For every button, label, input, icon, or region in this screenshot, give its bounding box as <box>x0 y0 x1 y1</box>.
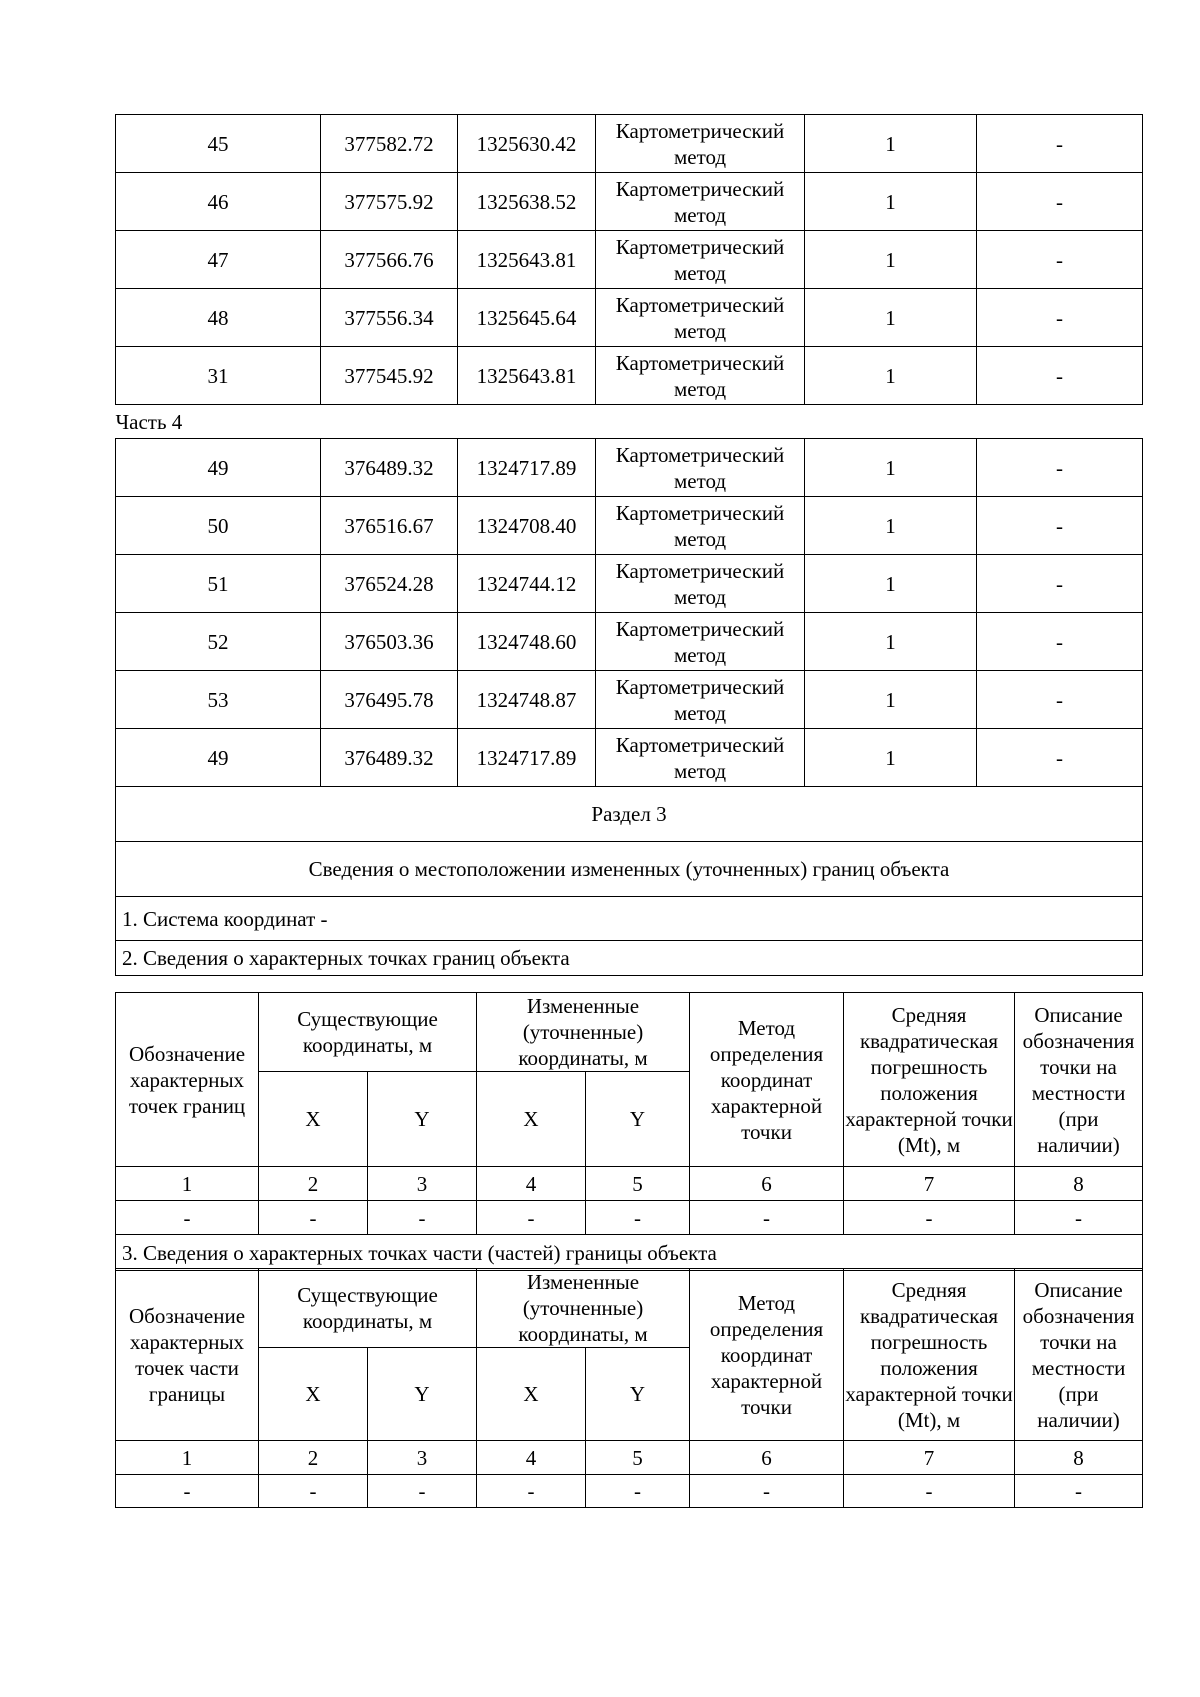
coord-y: 1324708.40 <box>458 497 596 555</box>
empty-cell: - <box>259 1201 368 1235</box>
description: - <box>977 613 1143 671</box>
coord-y: 1325643.81 <box>458 347 596 405</box>
column-number: 2 <box>259 1441 368 1475</box>
t3-header-method: Метод определения координат характерной точки <box>690 1269 844 1441</box>
table-row <box>116 613 1143 671</box>
t2-header-method: Метод определения координат характерной точки <box>690 993 844 1167</box>
method: Картометрический метод <box>596 497 805 555</box>
coord-y: 1325645.64 <box>458 289 596 347</box>
point-number: 49 <box>116 439 321 497</box>
part-points-table <box>115 1268 1143 1508</box>
accuracy: 1 <box>805 439 977 497</box>
point-number: 45 <box>116 115 321 173</box>
empty-cell: - <box>116 1475 259 1508</box>
column-number: 6 <box>690 1167 844 1201</box>
empty-cell: - <box>477 1201 586 1235</box>
description: - <box>977 671 1143 729</box>
t3-header-changed: Измененные (уточненные) координаты, м <box>477 1269 690 1348</box>
column-number: 5 <box>586 1167 690 1201</box>
column-number: 6 <box>690 1441 844 1475</box>
description: - <box>977 439 1143 497</box>
empty-cell: - <box>1015 1201 1143 1235</box>
description: - <box>977 347 1143 405</box>
point-number: 48 <box>116 289 321 347</box>
table-row <box>116 1441 1143 1475</box>
method: Картометрический метод <box>596 347 805 405</box>
empty-cell: - <box>368 1201 477 1235</box>
t3-existing-y: Y <box>368 1348 477 1441</box>
coord-x: 376489.32 <box>321 439 458 497</box>
coord-x: 376503.36 <box>321 613 458 671</box>
t3-changed-y: Y <box>586 1348 690 1441</box>
t2-existing-x: X <box>259 1072 368 1167</box>
table-row <box>116 1167 1143 1201</box>
accuracy: 1 <box>805 173 977 231</box>
t2-header-accuracy: Средняя квадратическая погрешность положения характерной точки (Mt), м <box>844 993 1015 1167</box>
section-subtitle: Сведения о местоположении измененных (уточненных) границ объекта <box>116 842 1143 897</box>
coord-y: 1325643.81 <box>458 231 596 289</box>
point-number: 52 <box>116 613 321 671</box>
coord-y: 1325638.52 <box>458 173 596 231</box>
coord-y: 1324744.12 <box>458 555 596 613</box>
t2-header-existing: Существующие координаты, м <box>259 993 477 1072</box>
method: Картометрический метод <box>596 729 805 787</box>
column-number: 4 <box>477 1167 586 1201</box>
coord-x: 376524.28 <box>321 555 458 613</box>
table-row <box>116 1475 1143 1508</box>
method: Картометрический метод <box>596 613 805 671</box>
coord-x: 377556.34 <box>321 289 458 347</box>
boundary-points-table <box>115 992 1143 1271</box>
description: - <box>977 173 1143 231</box>
t3-changed-x: X <box>477 1348 586 1441</box>
point-number: 31 <box>116 347 321 405</box>
table-row <box>116 115 1143 173</box>
coord-x: 377582.72 <box>321 115 458 173</box>
point-number: 50 <box>116 497 321 555</box>
accuracy: 1 <box>805 613 977 671</box>
method: Картометрический метод <box>596 231 805 289</box>
empty-cell: - <box>259 1475 368 1508</box>
t3-header-accuracy: Средняя квадратическая погрешность положения характерной точки (Mt), м <box>844 1269 1015 1441</box>
accuracy: 1 <box>805 289 977 347</box>
accuracy: 1 <box>805 555 977 613</box>
parts-heading: 3. Сведения о характерных точках части (частей) границы объекта <box>116 1235 1143 1271</box>
coordinates-block <box>115 114 1142 976</box>
point-number: 53 <box>116 671 321 729</box>
empty-cell: - <box>116 1201 259 1235</box>
t3-header-designation: Обозначение характерных точек части границы <box>116 1269 259 1441</box>
table-row <box>116 289 1143 347</box>
column-number: 2 <box>259 1167 368 1201</box>
empty-cell: - <box>477 1475 586 1508</box>
empty-cell: - <box>844 1475 1015 1508</box>
accuracy: 1 <box>805 497 977 555</box>
coordinates-table <box>115 114 1143 976</box>
table-row <box>116 347 1143 405</box>
empty-cell: - <box>1015 1475 1143 1508</box>
table-row <box>116 729 1143 787</box>
accuracy: 1 <box>805 671 977 729</box>
point-number: 46 <box>116 173 321 231</box>
boundary-points-block <box>115 992 1142 1271</box>
coord-y: 1324717.89 <box>458 729 596 787</box>
point-number: 47 <box>116 231 321 289</box>
part-4-label: Часть 4 <box>116 405 1143 439</box>
table-row <box>116 671 1143 729</box>
t3-existing-x: X <box>259 1348 368 1441</box>
t2-changed-x: X <box>477 1072 586 1167</box>
coord-y: 1324748.87 <box>458 671 596 729</box>
column-number: 1 <box>116 1167 259 1201</box>
point-number: 49 <box>116 729 321 787</box>
part-points-block <box>115 1268 1142 1508</box>
t2-header-designation: Обозначение характерных точек границ <box>116 993 259 1167</box>
method: Картометрический метод <box>596 289 805 347</box>
column-number: 1 <box>116 1441 259 1475</box>
description: - <box>977 729 1143 787</box>
section-title: Раздел 3 <box>116 787 1143 842</box>
coord-x: 376516.67 <box>321 497 458 555</box>
t3-header-existing: Существующие координаты, м <box>259 1269 477 1348</box>
empty-cell: - <box>368 1475 477 1508</box>
column-number: 7 <box>844 1167 1015 1201</box>
points-heading: 2. Сведения о характерных точках границ объекта <box>116 941 1143 976</box>
coord-y: 1324717.89 <box>458 439 596 497</box>
coord-system-row: 1. Система координат - <box>116 897 1143 941</box>
column-number: 8 <box>1015 1167 1143 1201</box>
coord-y: 1324748.60 <box>458 613 596 671</box>
empty-cell: - <box>586 1201 690 1235</box>
table-row <box>116 555 1143 613</box>
description: - <box>977 231 1143 289</box>
table-row <box>116 173 1143 231</box>
empty-cell: - <box>690 1475 844 1508</box>
table-row <box>116 1201 1143 1235</box>
accuracy: 1 <box>805 347 977 405</box>
method: Картометрический метод <box>596 555 805 613</box>
point-number: 51 <box>116 555 321 613</box>
table-row <box>116 497 1143 555</box>
t3-header-description: Описание обозначения точки на местности (при наличии) <box>1015 1269 1143 1441</box>
column-number: 3 <box>368 1167 477 1201</box>
coord-x: 376495.78 <box>321 671 458 729</box>
t2-changed-y: Y <box>586 1072 690 1167</box>
t2-header-changed: Измененные (уточненные) координаты, м <box>477 993 690 1072</box>
table-row <box>116 439 1143 497</box>
column-number: 3 <box>368 1441 477 1475</box>
empty-cell: - <box>690 1201 844 1235</box>
t2-existing-y: Y <box>368 1072 477 1167</box>
accuracy: 1 <box>805 115 977 173</box>
description: - <box>977 555 1143 613</box>
empty-cell: - <box>844 1201 1015 1235</box>
description: - <box>977 289 1143 347</box>
column-number: 7 <box>844 1441 1015 1475</box>
description: - <box>977 497 1143 555</box>
coord-x: 377566.76 <box>321 231 458 289</box>
method: Картометрический метод <box>596 439 805 497</box>
accuracy: 1 <box>805 729 977 787</box>
coord-x: 377545.92 <box>321 347 458 405</box>
method: Картометрический метод <box>596 115 805 173</box>
column-number: 4 <box>477 1441 586 1475</box>
description: - <box>977 115 1143 173</box>
method: Картометрический метод <box>596 173 805 231</box>
accuracy: 1 <box>805 231 977 289</box>
t2-header-description: Описание обозначения точки на местности (при наличии) <box>1015 993 1143 1167</box>
column-number: 5 <box>586 1441 690 1475</box>
coord-x: 376489.32 <box>321 729 458 787</box>
empty-cell: - <box>586 1475 690 1508</box>
column-number: 8 <box>1015 1441 1143 1475</box>
method: Картометрический метод <box>596 671 805 729</box>
coord-y: 1325630.42 <box>458 115 596 173</box>
coord-x: 377575.92 <box>321 173 458 231</box>
table-row <box>116 231 1143 289</box>
